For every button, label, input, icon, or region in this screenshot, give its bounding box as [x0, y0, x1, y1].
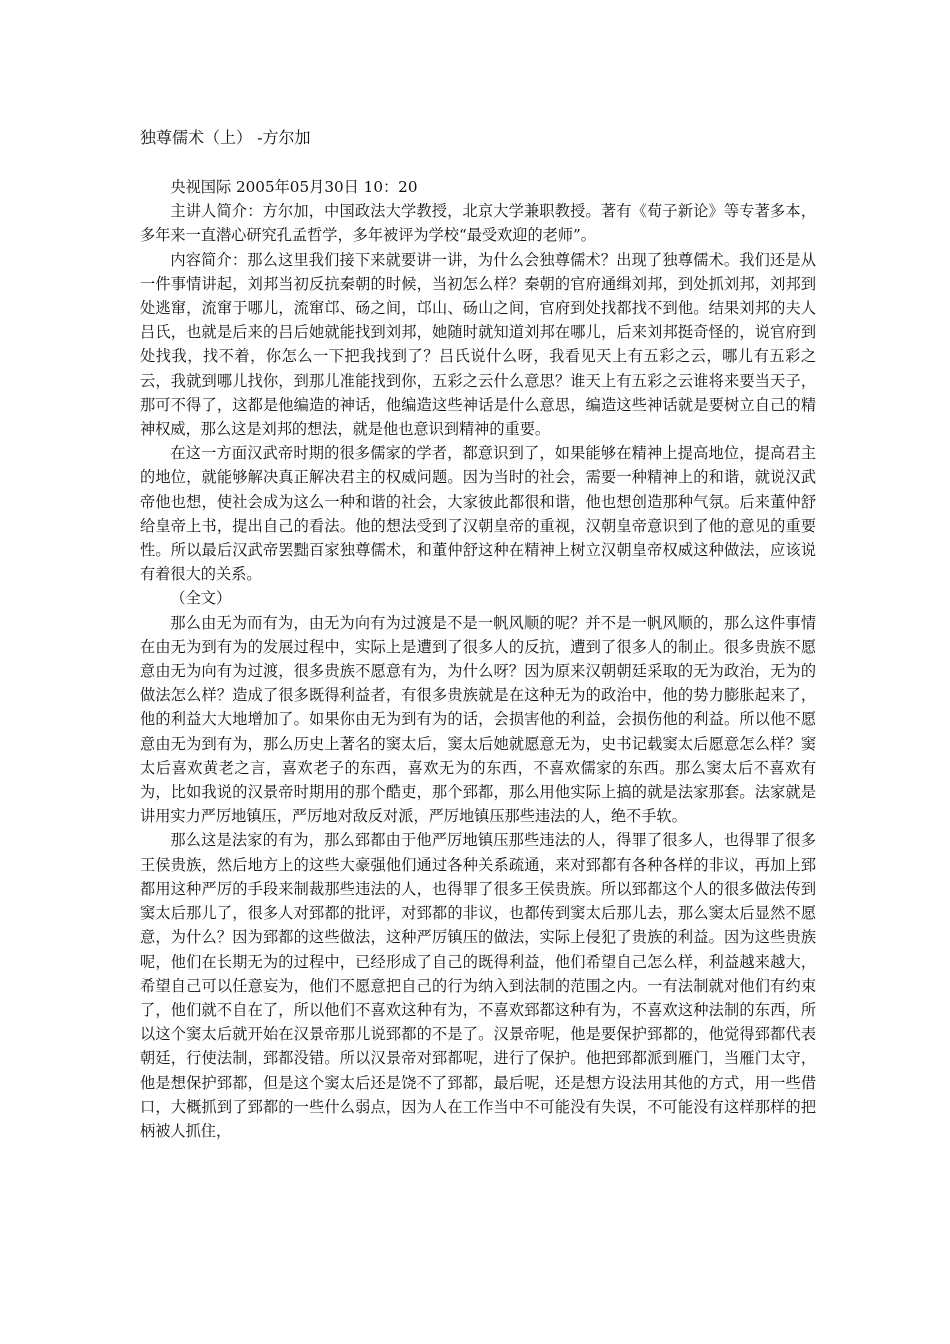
- source-line: 央视国际 2005年05月30日 10：20: [170, 178, 418, 196]
- full-text-label: （全文）: [170, 589, 232, 608]
- content-summary-paragraph: 内容简介：那么这里我们接下来就要讲一讲，为什么会独尊儒术？出现了独尊儒术。我们还是从一件事情讲起，刘邦当初反抗秦朝的时候，当初怎么样？秦朝的官府通缉刘邦，到处抓刘邦，刘邦到处逃窜，流窜于哪儿，流窜邙、砀之间，邙山、砀山之间，官府到处找都找不到他。结果刘邦的夫人吕氏，也就是后来的吕后她就能找到刘邦，她随时就知道刘邦在哪儿，后来刘邦挺奇怪的，说官府到处找我，找不着，你怎么一下把我找到了？吕氏说什么呀，我看见天上有五彩之云，哪儿有五彩之云，我就到哪儿找你，到那儿准能找到你，五彩之云什么意思？谁天上有五彩之云谁将来要当天子，那可不得了，这都是他编造的神话，他编造这些神话是什么意思，编造这些神话就是要树立自己的精神权威，那么这是刘邦的想法，就是他也意识到精神的重要。: [140, 250, 816, 439]
- speaker-intro-paragraph: 主讲人简介：方尔加，中国政法大学教授，北京大学兼职教授。著有《荀子新论》等专著多本，多年来一直潜心研究孔孟哲学，多年被评为学校“最受欢迎的老师”。: [140, 202, 816, 245]
- document-title: 独尊儒术（上） -方尔加: [140, 128, 311, 147]
- body-paragraph: 在这一方面汉武帝时期的很多儒家的学者，都意识到了，如果能够在精神上提高地位，提高君主的地位，就能够解决真正解决君主的权威问题。因为当时的社会，需要一种精神上的和谐，就说汉武帝他也想，使社会成为这么一种和谐的社会，大家彼此都很和谐，他也想创造那种气氛。后来董仲舒给皇帝上书，提出自己的看法。他的想法受到了汉朝皇帝的重视，汉朝皇帝意识到了他的意见的重要性。所以最后汉武帝罢黜百家独尊儒术，和董仲舒这种在精神上树立汉朝皇帝权威这种做法，应该说有着很大的关系。: [140, 444, 816, 584]
- document-body: [140, 175, 816, 1143]
- body-paragraph: 那么由无为而有为，由无为向有为过渡是不是一帆风顺的呢？并不是一帆风顺的，那么这件事情在由无为到有为的发展过程中，实际上是遭到了很多人的反抗，遭到了很多人的制止。很多贵族不愿意由无为向有为过渡，很多贵族不愿意有为，为什么呀？因为原来汉朝朝廷采取的无为政治，无为的做法怎么样？造成了很多既得利益者，有很多贵族就是在这种无为的政治中，他的势力膨胀起来了，他的利益大大地增加了。如果你由无为到有为的话，会损害他的利益，会损伤他的利益。所以他不愿意由无为到有为，那么历史上著名的窦太后，窦太后她就愿意无为，史书记载窦太后愿意怎么样？窦太后喜欢黄老之言，喜欢老子的东西，喜欢无为的东西，不喜欢儒家的东西。那么窦太后不喜欢有为，比如我说的汉景帝时期用的那个酷吏，那个郅都，那么用他实际上搞的就是法家那套。法家就是讲用实力严厉地镇压，严厉地对敌反对派，严厉地镇压那些违法的人，绝不手软。: [140, 613, 816, 826]
- body-paragraph: 那么这是法家的有为，那么郅都由于他严厉地镇压那些违法的人，得罪了很多人，也得罪了很多王侯贵族，然后地方上的这些大豪强他们通过各种关系疏通，来对郅都有各种各样的非议，再加上郅都用这种严厉的手段来制裁那些违法的人，也得罪了很多王侯贵族。所以郅都这个人的很多做法传到窦太后那儿了，很多人对郅都的批评，对郅都的非议，也都传到窦太后那儿去，那么窦太后显然不愿意，为什么？因为郅都的这些做法，这种严厉镇压的做法，实际上侵犯了贵族的利益。因为这些贵族呢，他们在长期无为的过程中，已经形成了自己的既得利益，他们希望自己怎么样，利益越来越大，希望自己可以任意妄为，他们不愿意把自己的行为纳入到法制的范围之内。一有法制就对他们有约束了，他们就不自在了，所以他们不喜欢这种有为，不喜欢郅都这种有为，不喜欢这种法制的东西，所以这个窦太后就开始在汉景帝那儿说郅都的不是了。汉景帝呢，他是要保护郅都的，他觉得郅都代表朝廷，行使法制，郅都没错。所以汉景帝对郅都呢，进行了保护。他把郅都派到雁门，当雁门太守，他是想保护郅都，但是这个窦太后还是饶不了郅都，最后呢，还是想方设法用其他的方式，用一些借口，大概抓到了郅都的一些什么弱点，因为人在工作当中不可能没有失误，不可能没有这样那样的把柄被人抓住，: [140, 831, 816, 1140]
